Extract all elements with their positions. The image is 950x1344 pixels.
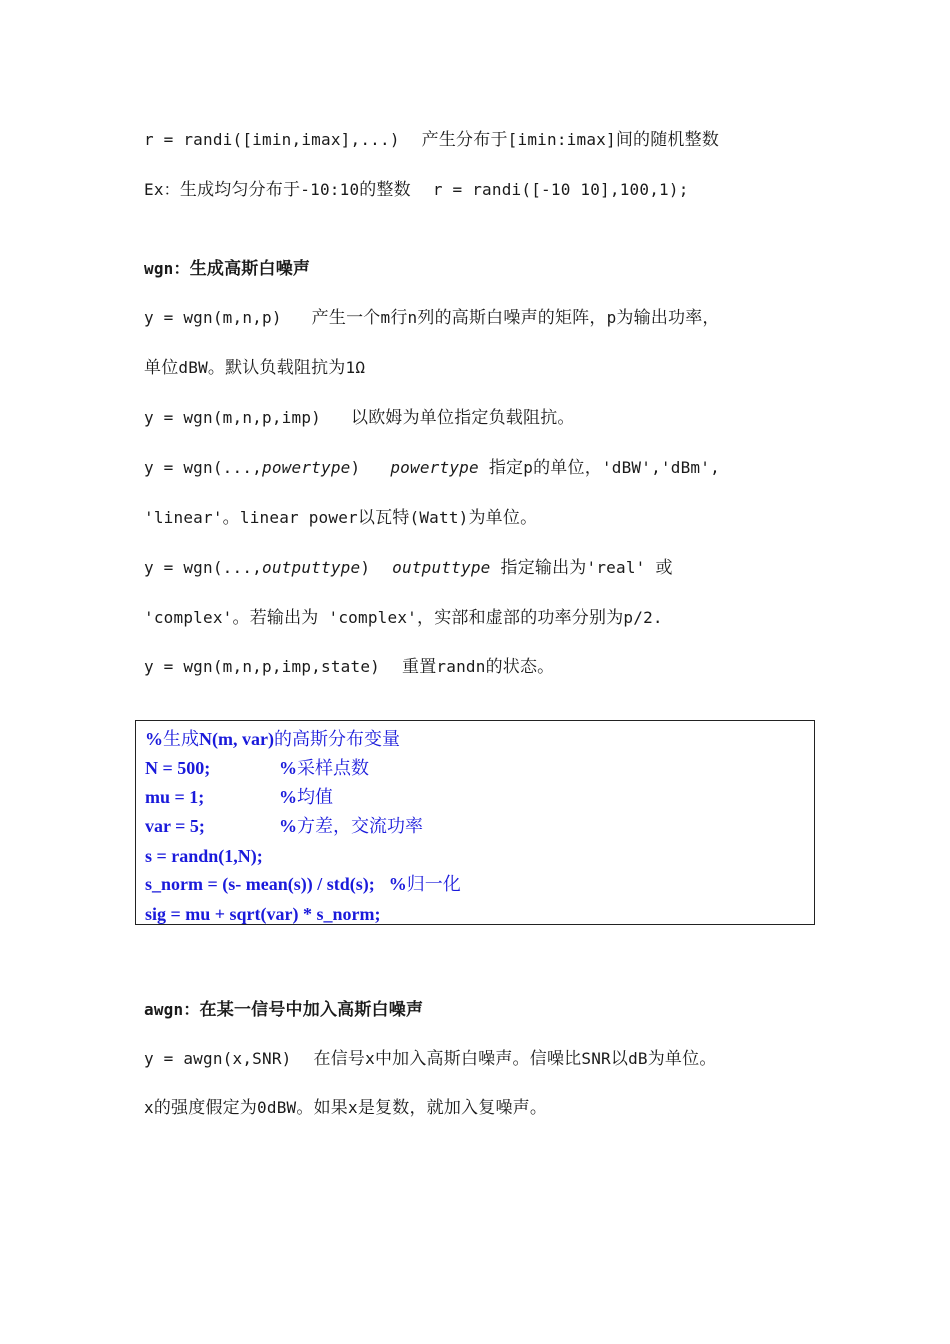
awgn1-snr: SNR xyxy=(581,1049,611,1068)
wgn3b-text-b: 以瓦特 xyxy=(357,508,410,528)
ex-desc-range: -10:10 xyxy=(300,180,360,199)
code-line-4 xyxy=(145,814,745,838)
code-l1-code: N(m, var) xyxy=(199,729,274,749)
awgn-line-1 xyxy=(144,1047,717,1071)
wgn1b-text-a: 单位 xyxy=(144,358,179,378)
wgn3-code-a: y = wgn(..., xyxy=(144,458,262,477)
code-l4-code: var = 5; xyxy=(145,816,205,836)
wgn1b-ohm: 1Ω xyxy=(345,358,366,377)
wgn1-text-a: 产生一个 xyxy=(311,308,381,328)
wgn1-code: y = wgn(m,n,p) xyxy=(144,308,282,327)
wgn4b-p2: p/2. xyxy=(623,608,663,627)
ex-code: r = randi([-10 10],100,1); xyxy=(432,180,689,199)
wgn5-code: y = wgn(m,n,p,imp,state) xyxy=(144,657,380,676)
awgn-heading xyxy=(144,998,423,1022)
wgn5-randn: randn xyxy=(436,657,486,676)
awgn2-x: x xyxy=(144,1098,154,1117)
wgn3-text-b: 的单位， xyxy=(533,458,602,478)
code-l5-code: s = randn(1,N); xyxy=(145,846,263,866)
code-l2-pct: % xyxy=(279,758,297,778)
wgn3-p: p xyxy=(523,458,534,477)
wgn1-text-c: 列的高斯白噪声的矩阵， xyxy=(417,308,607,328)
awgn2-x2: x xyxy=(348,1098,358,1117)
awgn1-text-a: 在信号 xyxy=(313,1049,366,1069)
code-l3-pct: % xyxy=(279,787,297,807)
wgn1-n: n xyxy=(407,308,418,327)
awgn-heading-text: 在某一信号中加入高斯白噪声 xyxy=(199,1000,424,1020)
ex-label: Ex： xyxy=(144,180,180,199)
wgn1b-dbw: dBW xyxy=(178,358,208,377)
wgn4b-complex: 'complex' xyxy=(144,608,233,627)
code-l2-comment: 采样点数 xyxy=(297,758,369,778)
wgn-heading-code: wgn： xyxy=(144,259,190,278)
awgn-heading-code: awgn： xyxy=(144,1000,200,1019)
ex-desc-a: 生成均匀分布于 xyxy=(179,180,301,200)
code-l6-code: s_norm = (s- mean(s)) / std(s); xyxy=(145,874,375,894)
randi-desc-a: 产生分布于 xyxy=(421,130,508,150)
code-line-2 xyxy=(145,756,745,780)
wgn3b-linear: 'linear' xyxy=(144,508,223,527)
awgn1-code: y = awgn(x,SNR) xyxy=(144,1049,292,1068)
wgn4b-complex2: 'complex' xyxy=(328,608,417,627)
awgn1-db: dB xyxy=(628,1049,648,1068)
code-l6-pct: % xyxy=(388,874,407,894)
code-l3-comment: 均值 xyxy=(297,787,333,807)
wgn-line-3b xyxy=(144,506,537,530)
code-l1-pct: % xyxy=(145,729,163,749)
awgn1-text-b: 中加入高斯白噪声。信噪比 xyxy=(374,1049,582,1069)
wgn3b-watt: (Watt) xyxy=(409,508,469,527)
awgn1-x: x xyxy=(365,1049,375,1068)
wgn-line-2 xyxy=(144,406,575,430)
wgn4b-text-b: ，实部和虚部的功率分别为 xyxy=(417,608,624,628)
wgn1-text-b: 行 xyxy=(390,308,408,328)
wgn4b-text-a: 。若输出为 xyxy=(232,608,319,628)
wgn3-text-a: 指定 xyxy=(488,458,524,478)
randi-syntax-line xyxy=(144,128,719,152)
wgn4-text-b: 或 xyxy=(655,558,673,578)
wgn-line-4b xyxy=(144,606,663,630)
wgn-heading xyxy=(144,257,310,281)
wgn3-code-ital: powertype xyxy=(262,458,351,477)
wgn3b-linear-power: linear power xyxy=(239,508,358,527)
code-l1-text-a: 生成 xyxy=(163,729,199,749)
wgn-line-3 xyxy=(144,456,720,480)
awgn2-text-a: 的强度假定为 xyxy=(153,1098,258,1118)
wgn1-p: p xyxy=(606,308,617,327)
code-line-3 xyxy=(145,785,745,809)
randi-desc-c: 间的随机整数 xyxy=(615,130,720,150)
code-l7-code: sig = mu + sqrt(var) * s_norm; xyxy=(145,904,381,924)
code-line-6 xyxy=(145,872,461,896)
randi-example-line xyxy=(144,178,689,202)
wgn4-code-b: ) xyxy=(360,558,371,577)
wgn1-m: m xyxy=(380,308,391,327)
wgn-line-1 xyxy=(144,306,720,330)
ex-desc-c: 的整数 xyxy=(359,180,411,200)
randi-desc-range: [imin:imax] xyxy=(507,130,616,149)
code-l1-text-b: 的高斯分布变量 xyxy=(273,729,400,749)
wgn1b-text-b: 。默认负载阻抗为 xyxy=(207,358,346,378)
wgn-line-5 xyxy=(144,655,554,679)
wgn3b-text-a: 。 xyxy=(222,508,240,528)
awgn2-text-c: 是复数，就加入复噪声。 xyxy=(357,1098,548,1118)
wgn4-ital: outputtype xyxy=(392,558,491,577)
awgn2-0dbw: 0dBW xyxy=(257,1098,297,1117)
wgn4-code-a: y = wgn(..., xyxy=(144,558,262,577)
wgn3b-text-c: 为单位。 xyxy=(468,508,538,528)
wgn-line-4 xyxy=(144,556,673,580)
code-line-1 xyxy=(145,727,400,751)
wgn3-opts: 'dBW','dBm', xyxy=(601,458,720,477)
wgn4-text-a: 指定输出为 xyxy=(500,558,587,578)
wgn4-code-ital: outputtype xyxy=(262,558,361,577)
code-block xyxy=(135,720,815,925)
code-line-7 xyxy=(145,902,381,926)
wgn-heading-text: 生成高斯白噪声 xyxy=(189,259,311,279)
wgn4-real: 'real' xyxy=(586,558,646,577)
code-l6-comment: 归一化 xyxy=(406,874,461,894)
awgn2-text-b: 。如果 xyxy=(296,1098,348,1118)
awgn1-text-c: 以 xyxy=(610,1049,629,1069)
wgn1-text-d: 为输出功率， xyxy=(616,308,720,328)
code-l4-comment: 方差，交流功率 xyxy=(297,816,423,836)
wgn2-desc: 以欧姆为单位指定负载阻抗。 xyxy=(351,408,575,428)
code-l4-pct: % xyxy=(279,816,297,836)
code-line-5 xyxy=(145,844,263,868)
code-l2-code: N = 500; xyxy=(145,758,211,778)
wgn5-text-a: 重置 xyxy=(402,657,437,677)
wgn5-text-b: 的状态。 xyxy=(485,657,555,677)
wgn3-ital: powertype xyxy=(390,458,479,477)
code-l3-code: mu = 1; xyxy=(145,787,205,807)
randi-syntax-code: r = randi([imin,imax],...) xyxy=(144,130,400,149)
wgn3-code-b: ) xyxy=(350,458,361,477)
wgn-line-1b xyxy=(144,356,365,380)
awgn-line-2 xyxy=(144,1096,547,1120)
wgn2-code: y = wgn(m,n,p,imp) xyxy=(144,408,321,427)
awgn1-text-d: 为单位。 xyxy=(647,1049,717,1069)
